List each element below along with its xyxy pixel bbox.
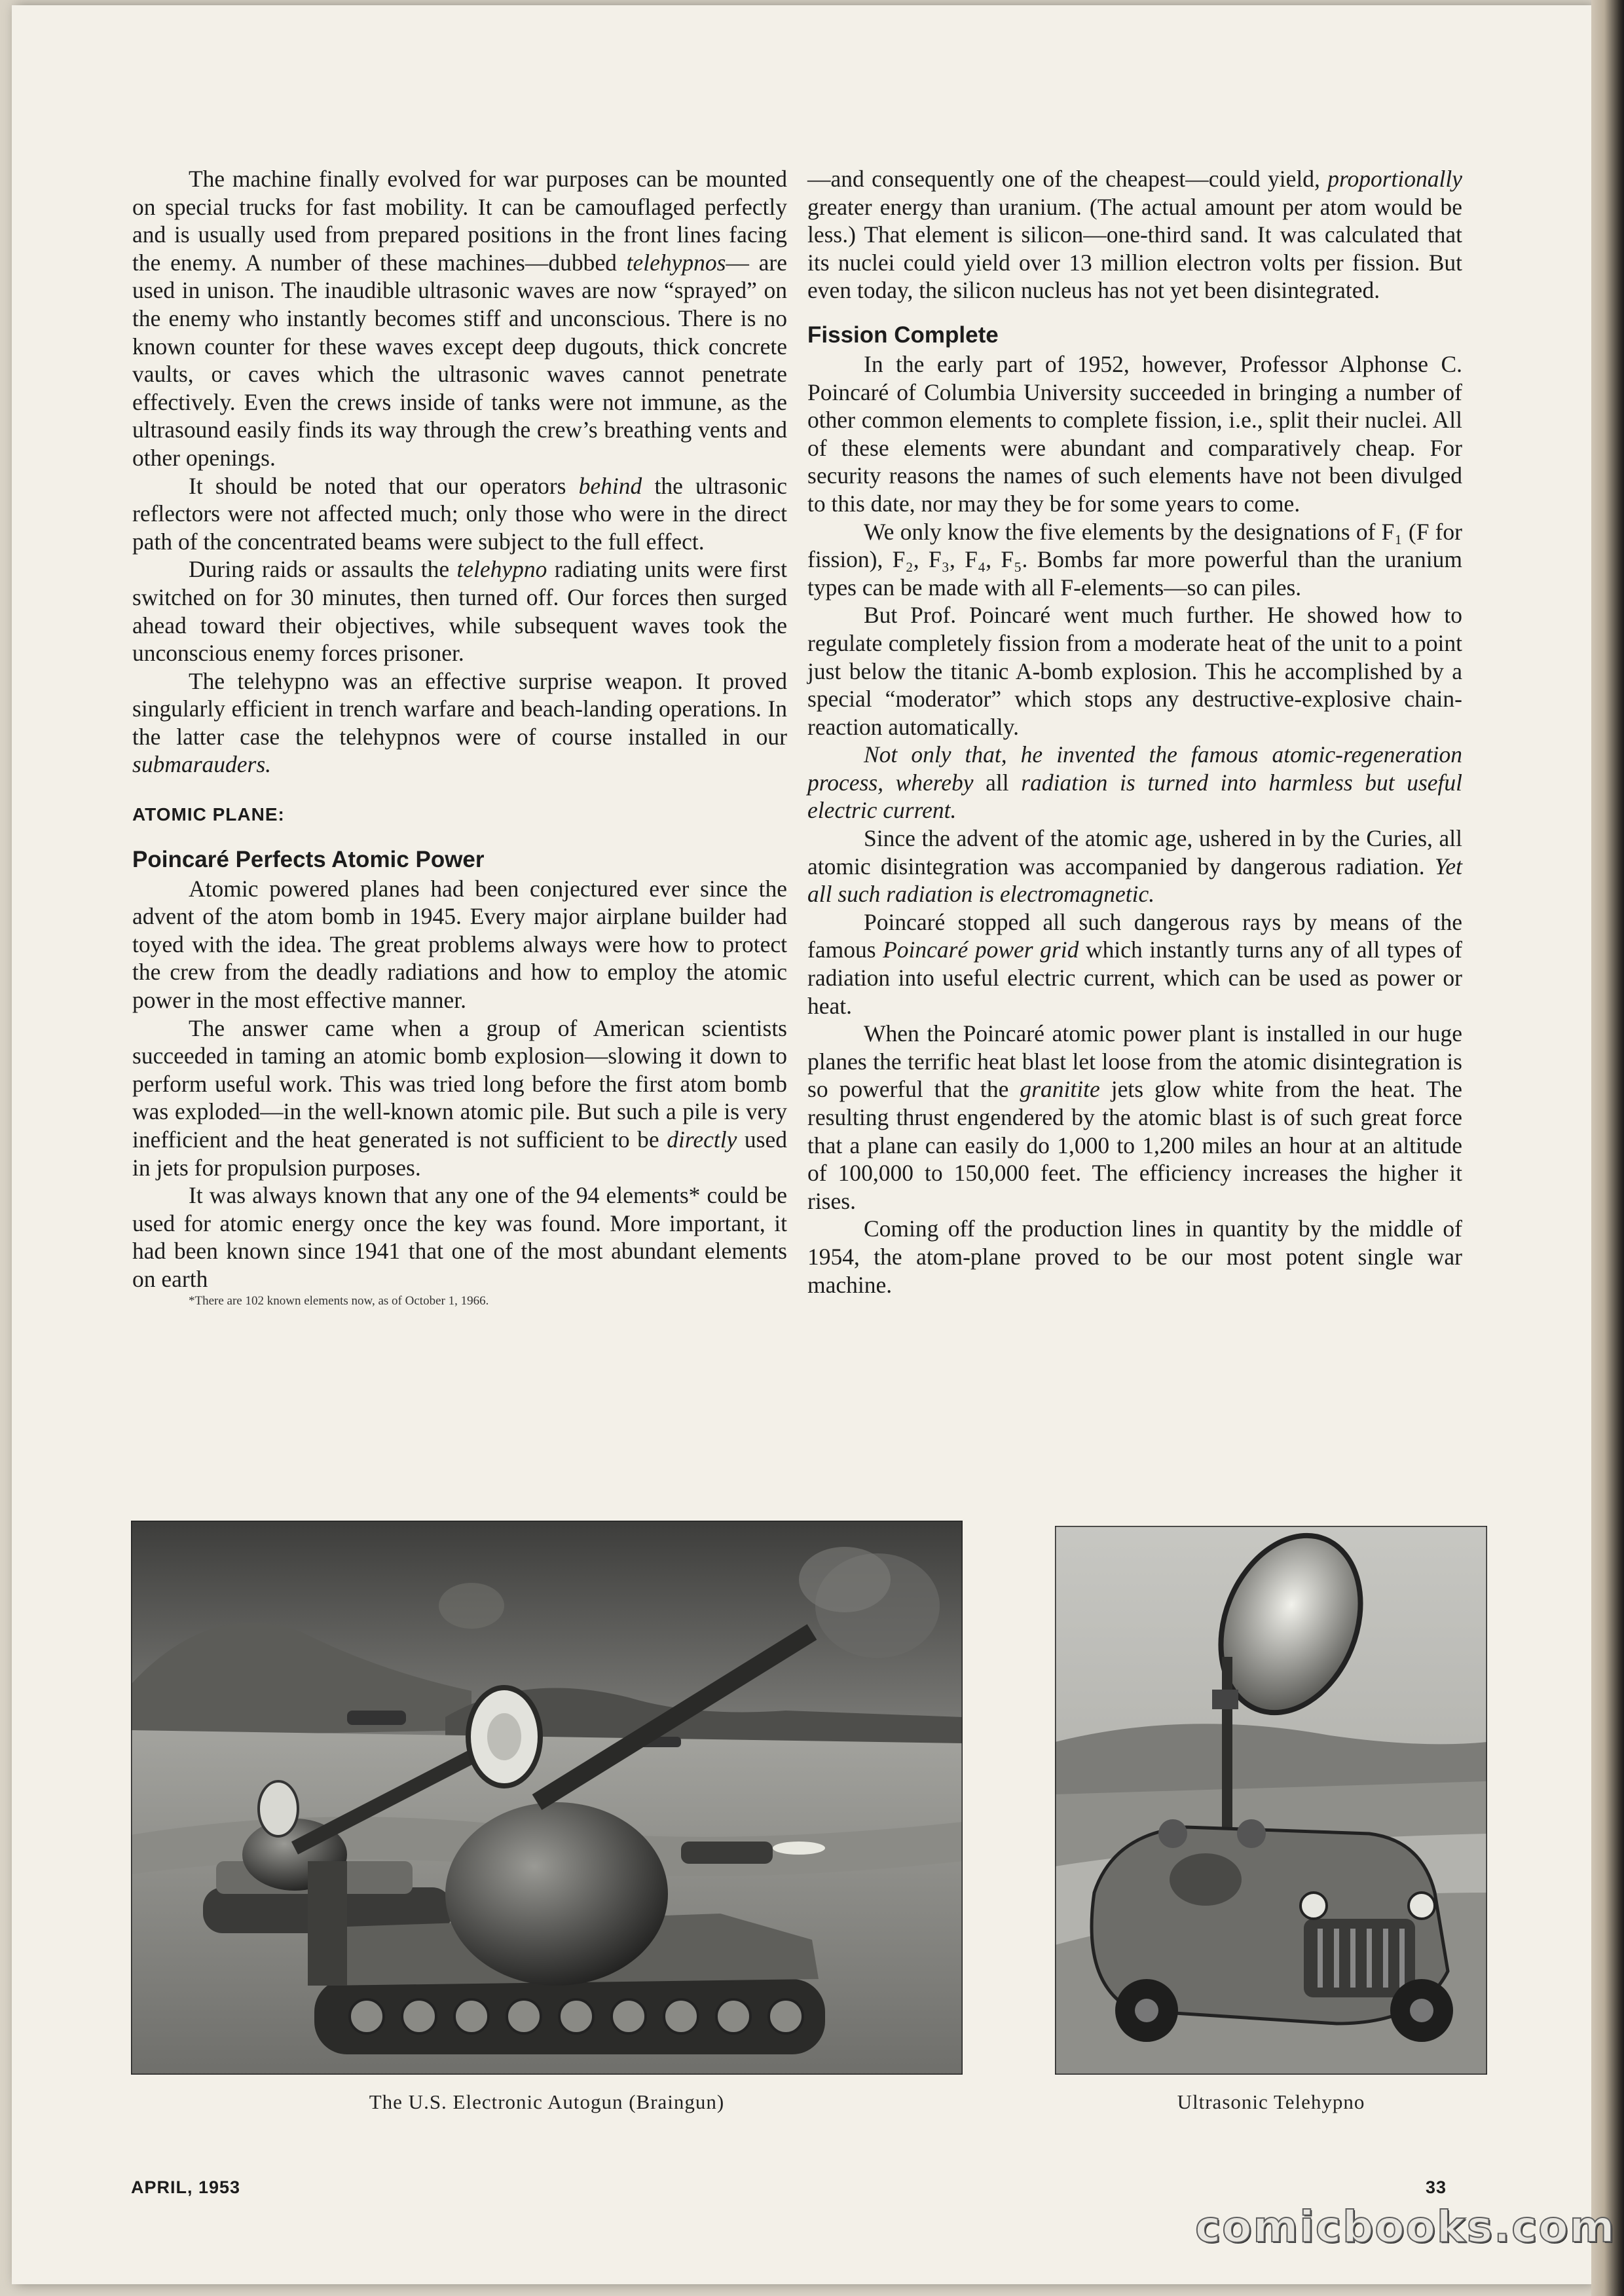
paragraph: When the Poincaré atomic power plant is installed in our huge planes the terrific heat blast let loose from the atomic disintegration is so powerful that the granitite jets glow white from the heat. The resulting thrust engendered by the atomic blast is of such great force that a plane can easily do 1,000 to 1,200 miles an hour at an altitude of 100,000 to 150,000 feet. The efficiency increases the higher it rises. <box>807 1020 1462 1214</box>
paragraph: It should be noted that our operators behind the ultrasonic reflectors were not affected much; only those who were in the direct path of the concentrated beams were subject to the full effect. <box>132 472 788 555</box>
left-text-column <box>132 165 787 1309</box>
issue-date: APRIL, 1953 <box>131 2177 241 2197</box>
paragraph: —and consequently one of the cheapest—could yield, proportionally greater energy than uranium. (The actual amount per atom would be less.) That element is silicon—one-third sand. It was calculated that its nuclei could yield over 13 million electron volts per fission. But even today, the silicon nucleus has not yet been disintegrated. <box>807 166 1462 304</box>
paragraph: We only know the five elements by the designations of F₁ (F for fission), F₂, F₃, F₄, F₅. Bombs far more powerful than the uranium types can be made with all F-elements—so can piles. <box>807 518 1462 601</box>
autogun-illustration <box>131 1521 963 2075</box>
section-kicker: ATOMIC PLANE: <box>132 804 285 825</box>
section-heading: Fission Complete <box>807 322 999 348</box>
paragraph: During raids or assaults the telehypno radiating units were first switched on for 30 minutes, then turned off. Our forces then surged ahead toward their objectives, while subsequent waves took the unconscious enemy forces prisoner. <box>132 556 787 667</box>
page-number: 33 <box>1426 2177 1447 2197</box>
paragraph: Poincaré stopped all such dangerous rays by means of the famous Poincaré power grid which instantly turns any of all types of radiation into useful electric current, which can be used as power or heat. <box>807 908 1462 1019</box>
watermark: comicbooks.com <box>1195 2202 1616 2252</box>
paragraph: It was always known that any one of the 94 elements* could be used for atomic energy once the key was found. More important, it had been known since 1941 that one of the most abundant elements on earth <box>132 1182 787 1292</box>
page-edge-shadow <box>1591 0 1624 2296</box>
footnote: *There are 102 known elements now, as of October 1, 1966. <box>189 1293 489 1308</box>
paragraph: Since the advent of the atomic age, ushered in by the Curies, all atomic disintegration was accompanied by dangerous radiation. Yet all such radiation is electromagnetic. <box>807 825 1462 908</box>
paragraph: The answer came when a group of American scientists succeeded in taming an atomic bomb explosion—slowing it down to perform useful work. This was tried long before the first atom bomb was exploded—in the well-known atomic pile. But such a pile is very inefficient and the heat generated is not sufficient to be directly used in jets for propulsion purposes. <box>132 1014 787 1181</box>
paragraph: Atomic powered planes had been conjectured ever since the advent of the atom bomb in 1945. Every major airplane builder had toyed with the idea. The great problems always were how to protect the crew from the deadly radiations and how to employ the atomic power in the most effective manner. <box>132 875 787 1014</box>
telehypno-illustration <box>1055 1526 1487 2075</box>
paragraph: The telehypno was an effective surprise weapon. It proved singularly efficient in trench warfare and beach-landing operations. In the latter case the telehypnos were of course installed in our submarauders. <box>132 667 787 778</box>
section-heading: Poincaré Perfects Atomic Power <box>132 846 485 872</box>
right-text-column <box>807 165 1462 1299</box>
paragraph: In the early part of 1952, however, Professor Alphonse C. Poincaré of Columbia University succeeded in bringing a number of other common elements to complete fission, i.e., split their nuclei. All of these elements were abundant and comparatively cheap. For security reasons the names of such elements have not been divulged to this date, nor may they be for some years to come. <box>807 350 1462 517</box>
figure-caption: Ultrasonic Telehypno <box>1177 2090 1365 2113</box>
paragraph: Not only that, he invented the famous atomic-regeneration process, whereby all radiation is turned into harmless but useful electric current. <box>807 741 1463 824</box>
figure-caption: The U.S. Electronic Autogun (Braingun) <box>369 2090 725 2113</box>
paragraph: But Prof. Poincaré went much further. He showed how to regulate completely fission from a moderate heat of the unit to a point just below the titanic A-bomb explosion. This he accomplished by a special “moderator” which stops any destructive-explosive chain-reaction automatically. <box>807 602 1462 740</box>
paragraph: Coming off the production lines in quantity by the middle of 1954, the atom-plane proved to be our most potent single war machine. <box>807 1215 1462 1298</box>
paragraph: The machine finally evolved for war purposes can be mounted on special trucks for fast mobility. It can be camouflaged perfectly and is usually used from prepared positions in the front lines facing the enemy. A number of these machines—dubbed telehypnos— are used in unison. The inaudible ultrasonic waves are now “sprayed” on the enemy who instantly becomes stiff and unconscious. There is no known counter for these waves except deep dugouts, thick concrete vaults, or caves which the ultrasonic waves cannot penetrate effectively. Even the crews inside of tanks were not immune, as the ultrasound easily finds its way through the crew’s breathing vents and other openings. <box>132 166 787 471</box>
